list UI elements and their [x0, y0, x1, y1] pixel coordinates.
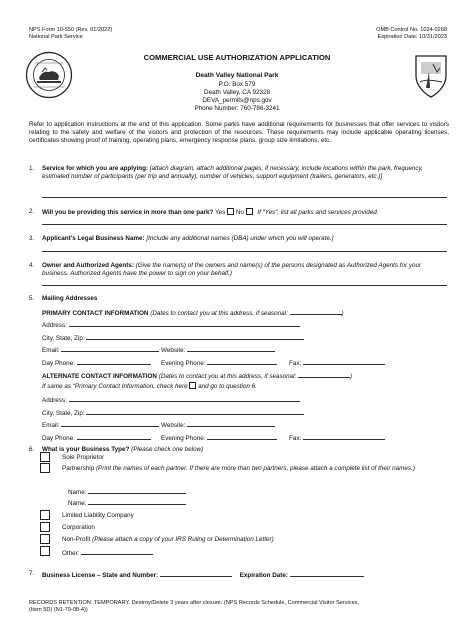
- q6-question: [42, 446, 203, 454]
- primary-fax-field[interactable]: [303, 358, 385, 365]
- alt-dayphone-field[interactable]: [77, 433, 151, 440]
- q1-number: 1.: [29, 165, 35, 172]
- q2-label: Will you be providing this service in more than one park?: [42, 209, 214, 216]
- alt-contact-title: ALTERNATE CONTACT INFORMATION: [42, 373, 157, 380]
- q2-no-label: No: [235, 209, 244, 216]
- partner-name-row-1: [68, 487, 186, 497]
- other-row: [62, 548, 153, 558]
- primary-dayphone-field[interactable]: [77, 358, 151, 365]
- nonprofit-checkbox[interactable]: [40, 534, 50, 544]
- llc-label: Limited Liability Company: [62, 512, 134, 519]
- park-email: DEVA_permits@nps.gov: [202, 97, 272, 104]
- form-number: NPS Form 10-550 (Rev. 01/2022): [29, 27, 113, 33]
- q2-answer-line[interactable]: [42, 224, 447, 225]
- primary-evephone-row: [161, 358, 277, 368]
- q3-label: Applicant’s Legal Business Name:: [42, 235, 145, 242]
- q5-label: Mailing Addresses: [42, 295, 98, 302]
- partner-name-field-1[interactable]: [88, 487, 186, 494]
- q6-label: What is your Business Type?: [42, 446, 130, 453]
- q2-yes-checkbox[interactable]: [227, 208, 234, 215]
- primary-city-field[interactable]: [86, 333, 304, 340]
- alt-website-field[interactable]: [187, 420, 275, 427]
- q7-number: 7.: [29, 570, 35, 577]
- alt-fax-label: Fax:: [289, 435, 302, 442]
- alt-email-field[interactable]: [61, 420, 159, 427]
- alt-address-label: Address:: [42, 397, 67, 404]
- q1-label: Service for which you are applying:: [42, 165, 149, 172]
- q4-answer-line[interactable]: [42, 285, 447, 286]
- primary-website-row: [161, 345, 275, 355]
- primary-evephone-label: Evening Phone:: [161, 360, 206, 367]
- park-name: Death Valley National Park: [195, 72, 279, 79]
- primary-contact-title: PRIMARY CONTACT INFORMATION: [42, 310, 149, 317]
- q2-yes-label: Yes: [215, 209, 226, 216]
- alt-city-row: [42, 408, 304, 418]
- alt-same-checkbox[interactable]: [189, 382, 196, 389]
- q6-number: 6.: [29, 446, 35, 453]
- q5-number: 5.: [29, 295, 35, 302]
- omb-control: OMB Control No. 1024-0268: [376, 27, 447, 33]
- q2-no-checkbox[interactable]: [246, 208, 253, 215]
- park-city: Death Valley, CA 92328: [204, 89, 270, 96]
- sole-proprietor-label: Sole Proprietor: [62, 454, 104, 461]
- primary-dayphone-label: Day Phone:: [42, 360, 75, 367]
- q4-number: 4.: [29, 262, 35, 269]
- primary-dayphone-row: [42, 358, 151, 368]
- other-label: Other:: [62, 550, 80, 557]
- partnership-label: Partnership: [62, 465, 95, 472]
- q2-note: If “Yes”, list all parks and services provided.: [257, 209, 379, 216]
- primary-contact-heading: PRIMARY CONTACT INFORMATION (Dates to contact you at this address, if seasonal: ): [42, 310, 344, 317]
- license-number-field[interactable]: [160, 570, 232, 577]
- alt-website-label: Website:: [161, 422, 186, 429]
- primary-contact-note: (Dates to contact you at this address, if seasonal:: [150, 310, 288, 317]
- alt-dates-field[interactable]: [298, 371, 350, 378]
- corporation-checkbox[interactable]: [40, 522, 50, 532]
- q3-note: [Include any additional names (DBA) under which you will operate.]: [146, 235, 334, 242]
- other-field[interactable]: [81, 548, 153, 555]
- alt-evephone-row: [161, 433, 277, 443]
- agency-name: National Park Service: [29, 34, 83, 40]
- partner-name-field-2[interactable]: [88, 498, 186, 505]
- alt-website-row: [161, 420, 275, 430]
- alt-fax-field[interactable]: [303, 433, 385, 440]
- records-retention-line2: (Item 5D) (N1-79-08-4)): [29, 607, 88, 613]
- partner-name-row-2: [68, 498, 186, 508]
- q3-number: 3.: [29, 235, 35, 242]
- q2-question: [42, 208, 378, 217]
- alt-dayphone-row: [42, 433, 151, 443]
- partner-name-label-2: Name:: [68, 500, 87, 507]
- alt-city-label: City, State, Zip:: [42, 410, 85, 417]
- alt-email-label: Email:: [42, 422, 60, 429]
- q4-note: (Give the name(s) of the owners and name(s) of the persons designated as Authorized Agents for your business. Authorized Agents have the power to sign on your behalf.): [42, 262, 422, 277]
- q2-number: 2.: [29, 208, 35, 215]
- alt-contact-note: (Dates to contact you at this address, if seasonal:: [158, 373, 297, 380]
- primary-address-label: Address:: [42, 322, 67, 329]
- primary-address-row: [42, 320, 300, 330]
- partnership-note: (Print the names of each partner. If there are more than two partners, please attach a complete list of their names.): [95, 465, 415, 472]
- alt-same-end: and go to question 6.: [198, 383, 257, 390]
- alt-city-field[interactable]: [86, 408, 304, 415]
- alt-contact-heading: ALTERNATE CONTACT INFORMATION (Dates to contact you at this address, if seasonal: ): [42, 373, 353, 380]
- q1-note: [attach diagram, attach additional pages, if necessary, include locations within the park, frequency, estimated number of participants (per trip and annually), number of vehicles, support equipment (trailers, generators, etc.)]: [42, 165, 423, 180]
- partnership-checkbox[interactable]: [40, 463, 50, 473]
- partnership-row: [62, 465, 447, 473]
- license-expiration-field[interactable]: [290, 570, 364, 577]
- q4-question: [42, 262, 447, 278]
- alt-same-row: [42, 382, 257, 391]
- primary-email-label: Email:: [42, 347, 60, 354]
- alt-fax-row: [289, 433, 385, 443]
- primary-city-row: [42, 333, 304, 343]
- q6-note: (Please check one below): [131, 446, 204, 453]
- primary-address-field[interactable]: [69, 320, 300, 327]
- q4-label: Owner and Authorized Agents:: [42, 262, 134, 269]
- expiration-date: Expiration Date: 10/31/2023: [377, 34, 447, 40]
- sole-proprietor-checkbox[interactable]: [40, 452, 50, 462]
- primary-email-field[interactable]: [61, 345, 159, 352]
- q7-row: [42, 570, 364, 580]
- intro-paragraph: Refer to application instructions at the end of this application. Some parks have additional requirements for businesses that offer services to visitors relating to the safety and welfare of the visitors and protection of the resources. These requirements may include applicable operating licenses, certificates showing proof of training, operating plans, emergency response plans, group size limitations, etc.: [29, 121, 449, 144]
- partner-name-label-1: Name:: [68, 489, 87, 496]
- q1-answer-line[interactable]: [42, 197, 447, 198]
- alt-same-text: If same as “Primary Contact Information, check here: [42, 383, 188, 390]
- alt-email-row: [42, 420, 159, 430]
- alt-evephone-field[interactable]: [207, 433, 277, 440]
- page-title: COMMERCIAL USE AUTHORIZATION APPLICATION: [143, 53, 331, 62]
- primary-email-row: [42, 345, 159, 355]
- q7-expiration-label: Expiration Date:: [239, 572, 288, 579]
- nonprofit-label: Non-Profit: [62, 536, 91, 543]
- other-checkbox[interactable]: [40, 546, 50, 556]
- nonprofit-row: [62, 536, 274, 544]
- primary-fax-label: Fax:: [289, 360, 302, 367]
- primary-website-label: Website:: [161, 347, 186, 354]
- nonprofit-note: (Please attach a copy of your IRS Ruling or Determination Letter): [92, 536, 274, 543]
- alt-evephone-label: Evening Phone:: [161, 435, 206, 442]
- alt-address-field[interactable]: [69, 395, 300, 402]
- corporation-label: Corporation: [62, 524, 95, 531]
- llc-checkbox[interactable]: [40, 510, 50, 520]
- records-retention-line1: RECORDS RETENTION: TEMPORARY. Destroy/Delete 3 years after closure. (NPS Records Schedule, Commercial Visitor Services,: [29, 600, 360, 606]
- primary-fax-row: [289, 358, 385, 368]
- primary-dates-field[interactable]: [290, 308, 342, 315]
- park-phone: Phone Number: 760-786-3241: [194, 105, 280, 112]
- primary-website-field[interactable]: [187, 345, 275, 352]
- q1-question: [42, 165, 447, 181]
- primary-city-label: City, State, Zip:: [42, 335, 85, 342]
- park-po-box: P.O. Box 579: [218, 81, 256, 88]
- primary-evephone-field[interactable]: [207, 358, 277, 365]
- q3-question: [42, 235, 333, 243]
- q7-label: Business License – State and Number:: [42, 572, 159, 579]
- alt-dayphone-label: Day Phone:: [42, 435, 75, 442]
- alt-address-row: [42, 395, 300, 405]
- q3-answer-line[interactable]: [42, 251, 447, 252]
